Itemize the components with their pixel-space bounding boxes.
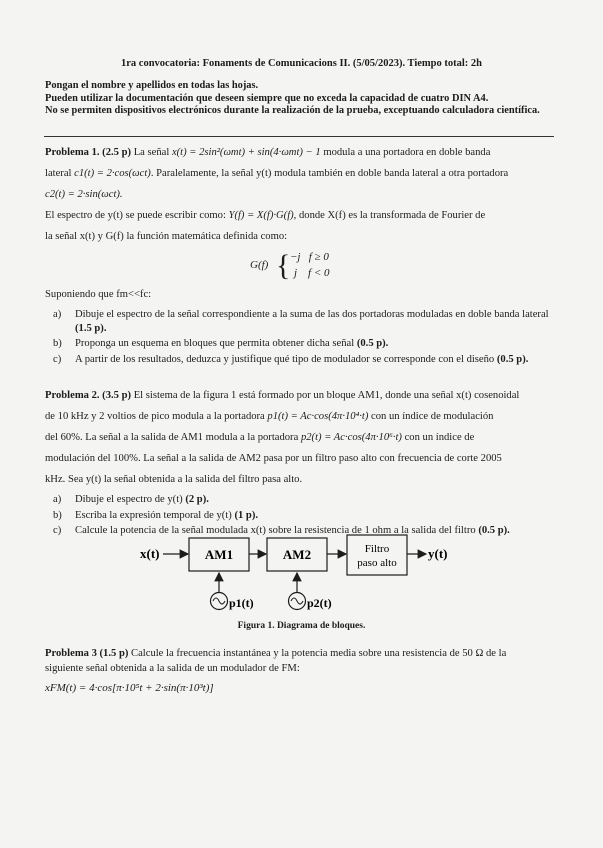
problem-1 (45, 142, 555, 247)
question-label: c) (53, 525, 62, 536)
p2-line-4: modulación del 100%. La señal a la salida de AM2 pasa por un filtro paso alto con frecuencia de corte 2005 (45, 453, 502, 464)
carrier1-label: p1(t) (229, 596, 254, 610)
p1-text: El espectro de y(t) se puede escribir como: (45, 210, 226, 221)
question-text: Dibuje el espectro de y(t) (75, 494, 183, 505)
p1-line-1 (45, 142, 555, 163)
question-points: (0.5 p). (478, 525, 510, 536)
p2-text: de 10 kHz y 2 voltios de pico modula a la portadora (45, 411, 265, 422)
question-item (45, 353, 555, 367)
p1-assumption: Suponiendo que fm<<fc: (45, 289, 152, 300)
am2-label: AM2 (282, 547, 312, 562)
p2-eq-p1: p1(t) = Ac·cos(4π·10⁴·t) (267, 411, 369, 422)
question-text: Dibuje el espectro de la señal correspondiente a la suma de las dos portadoras moduladas en doble banda lateral (75, 309, 549, 320)
filter-label-2: paso alto (357, 557, 397, 569)
sine-wave-icon (291, 598, 303, 604)
question-label: b) (53, 338, 62, 349)
question-item (45, 493, 560, 507)
header-divider (44, 136, 554, 137)
filter-label-1: Filtro (364, 543, 390, 555)
am2-block (267, 538, 327, 571)
question-points: (0.5 p). (356, 338, 389, 349)
am1-label: AM1 (204, 547, 234, 562)
p1-text: modula a una portadora en doble banda (323, 147, 491, 158)
question-label: b) (53, 509, 62, 521)
g-lhs: G(f) (250, 259, 269, 271)
page-title: 1ra convocatoria: Fonaments de Comunicacions II. (5/05/2023). Tiempo total: 2h (121, 58, 482, 69)
p1-eq-c2: c2(t) = 2·sin(ωct). (45, 189, 123, 200)
question-points: (1.5 p). (75, 322, 107, 334)
brace-icon: { (276, 249, 291, 282)
question-text: Escriba la expresión temporal de y(t) (75, 509, 232, 521)
question-points: (0.5 p). (496, 353, 529, 365)
p2-questions (45, 493, 560, 540)
p1-questions (45, 308, 555, 368)
p1-line-2 (45, 163, 555, 184)
instruction-documentation: Pueden utilizar la documentación que deseen siempre que no exceda la capacidad de cuatro DIN A4. (45, 92, 489, 104)
p2-text: con un índice de modulación (371, 411, 494, 422)
problem-2 (45, 385, 555, 490)
question-item (45, 337, 555, 351)
p1-text: . Paralelamente, la señal y(t) modula también en doble banda lateral a otra portadora (150, 168, 509, 179)
question-item (45, 509, 560, 523)
question-text: A partir de los resultados, deduzca y justifique qué tipo de modulador se corresponde con el diseño (75, 353, 495, 365)
problem-3 (45, 646, 555, 696)
question-text: Proponga un esquema en bloques que permita obtener dicha señal (75, 338, 355, 349)
p2-eq-p2: p2(t) = Ac·cos(4π·10⁶·t) (300, 432, 402, 443)
oscillator-icon (289, 593, 306, 610)
instruction-devices: No se permiten dispositivos electrónicos durante la realización de la prueba, exceptuando calculadora científica. (45, 105, 540, 116)
question-label: c) (53, 353, 62, 365)
p1-text: , donde X(f) es la transformada de Fourier de (293, 210, 486, 221)
p1-eq-c1: c1(t) = 2·cos(ωct) (74, 168, 151, 179)
piecewise-function (250, 250, 370, 284)
sine-wave-icon (213, 598, 225, 604)
p2-title: Problema 2. (3.5 p) (45, 390, 132, 401)
question-label: a) (53, 309, 62, 320)
p2-line-3 (45, 427, 555, 448)
figure-caption: Figura 1. Diagrama de bloques. (237, 621, 366, 631)
question-points: (2 p). (185, 494, 209, 505)
p2-text: El sistema de la figura 1 está formado por un bloque AM1, donde una señal x(t) cosenoidal (133, 390, 520, 401)
p2-line-1 (45, 385, 555, 406)
question-item (45, 308, 555, 335)
carrier2-label: p2(t) (307, 596, 332, 610)
question-label: a) (53, 494, 62, 505)
p1-eq-Y: Y(f) = X(f)·G(f) (228, 210, 294, 221)
input-signal-label: x(t) (140, 546, 160, 561)
p3-eq-fm: xFM(t) = 4·cos[π·10⁵t + 2·sin(π·10³t)] (45, 682, 214, 694)
p1-text: La señal (133, 147, 170, 158)
p1-line-5: la señal x(t) y G(f) la función matemática definida como: (45, 231, 288, 242)
p2-text: con un índice de (404, 432, 475, 443)
p2-text: del 60%. La señal a la salida de AM1 modula a la portadora (45, 432, 299, 443)
p3-text: Calcule la frecuencia instantánea y la potencia media sobre una resistencia de 50 Ω de la (131, 648, 507, 659)
question-points: (1 p). (234, 509, 258, 521)
question-item (45, 524, 560, 538)
p1-eq-x: x(t) = 2sin²(ωmt) + sin(4·ωmt) − 1 (171, 147, 321, 158)
p1-title: Problema 1. (2.5 p) (45, 147, 132, 158)
question-text: Calcule la potencia de la señal modulada x(t) sobre la resistencia de 1 ohm a la salida del filtro (75, 525, 476, 536)
am1-block (189, 538, 249, 571)
instructions (45, 80, 565, 118)
p1-text: lateral (45, 168, 72, 179)
output-signal-label: y(t) (428, 546, 448, 561)
oscillator-icon (211, 593, 228, 610)
p2-line-2 (45, 406, 555, 427)
p2-line-5: kHz. Sea y(t) la señal obtenida a la salida del filtro pasa alto. (45, 474, 303, 485)
p3-title: Problema 3 (1.5 p) (45, 648, 129, 659)
g-case-2: j f < 0 (294, 267, 330, 279)
p3-line-2: siguiente señal obtenida a la salida de un modulador de FM: (45, 663, 300, 674)
g-case-1: −j f ≥ 0 (290, 251, 329, 263)
highpass-filter-block (347, 535, 407, 575)
instruction-name: Pongan el nombre y apellidos en todas las hojas. (45, 80, 259, 91)
p1-line-4 (45, 205, 555, 226)
p3-line-1 (45, 646, 555, 661)
